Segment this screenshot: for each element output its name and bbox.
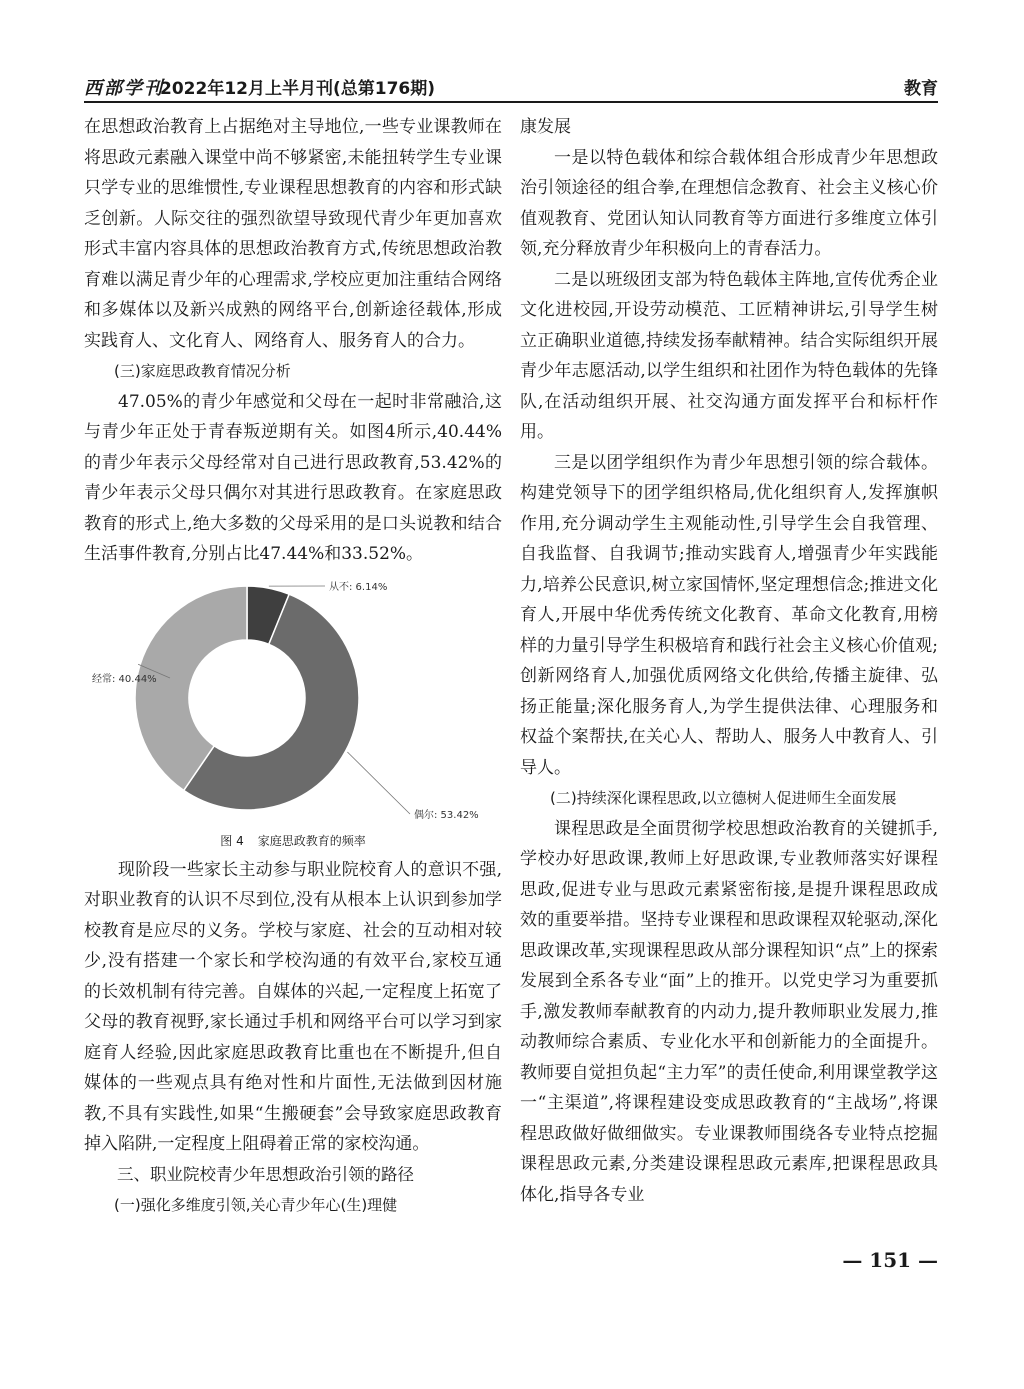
paragraph: 三是以团学组织作为青少年思想引领的综合载体。构建党领导下的团学组织格局,优化组织育人,发挥旗帜作用,充分调动学生主观能动性,引导学生会自我管理、自我监督、自我调节;推动实践育人,增强青少年实践能力,培养公民意识,树立家国情怀,坚定理想信念;推进文化育人,开展中华优秀传统文化教育、革命文化教育,用榜样的力量引导学生积极培育和践行社会主义核心价值观;创新网络育人,加强优质网络文化供给,传播主旋律、弘扬正能量;深化服务育人,为学生提供法律、心理服务和权益个案帮扶,在关心人、帮助人、服务人中教育人、引导人。 (520, 452, 938, 778)
paragraph: 47.05%的青少年感觉和父母在一起时非常融洽,这与青少年正处于青春叛逆期有关。如图4所示,40.44%的青少年表示父母经常对自己进行思政教育,53.42%的青少年表示父母只偶尔对其进行思政教育。在家庭思政教育的形式上,绝大多数的父母采用的是口头说教和结合生活事件教育,分别占比47.44%和33.52%。 (84, 391, 502, 564)
data-label-0: 从不: 6.14% (329, 581, 388, 593)
subsection-heading: (一)强化多维度引领,关心青少年心(生)理健 (114, 1196, 398, 1214)
figure-caption (84, 832, 502, 849)
figure-caption-text: 家庭思政教育的频率 (257, 833, 366, 848)
leader-line-1 (347, 751, 410, 813)
header-rule (84, 101, 938, 103)
running-header (84, 72, 938, 102)
section-label: 教育 (904, 79, 938, 99)
paragraph: 二是以班级团支部为特色载体主阵地,宣传优秀企业文化进校园,开设劳动模范、工匠精神讲坛,引导学生树立正确职业道德,持续发扬奉献精神。结合实际组织开展青少年志愿活动,以学生组织和社团作为特色载体的先锋队,在活动组织开展、社交沟通方面发挥平台和标杆作用。 (520, 269, 938, 442)
page-number: — 151 — (842, 1248, 938, 1272)
data-label-2: 经常: 40.44% (92, 673, 157, 685)
donut-chart (84, 570, 502, 828)
left-column (84, 112, 502, 1221)
paragraph: 现阶段一些家长主动参与职业院校育人的意识不强,对职业教育的认识不尽到位,没有从根本上认识到参加学校教育是应尽的义务。学校与家庭、社会的互动相对较少,没有搭建一个家长和学校沟通的有效平台,家校互通的长效机制有待完善。自媒体的兴起,一定程度上拓宽了父母的教育视野,家长通过手机和网络平台可以学习到家庭育人经验,因此家庭思政教育比重也在不断提升,但自媒体的一些观点具有绝对性和片面性,无法做到因材施教,不具有实践性,如果“生搬硬套”会导致家庭思政教育掉入陷阱,一定程度上阻碍着正常的家校沟通。 (84, 859, 502, 1154)
figure-4 (84, 570, 502, 828)
figure-number: 图 4 (220, 833, 244, 848)
section-heading: 三、职业院校青少年思想政治引领的路径 (117, 1164, 414, 1184)
issue-label: 2022年12月上半月刊(总第176期) (160, 79, 435, 99)
journal-logo: 西部学刊 (84, 78, 164, 99)
subsection-heading: (二)持续深化课程思政,以立德树人促进师生全面发展 (550, 789, 897, 807)
subsection-heading: (三)家庭思政教育情况分析 (114, 362, 291, 380)
paragraph: 一是以特色载体和综合载体组合形成青少年思想政治引领途径的组合拳,在理想信念教育、社会主义核心价值观教育、党团认知认同教育等方面进行多维度立体引领,充分释放青少年积极向上的青春活力。 (520, 147, 938, 259)
right-column (520, 112, 938, 1210)
paragraph: 康发展 (520, 117, 571, 137)
data-label-1: 偶尔: 53.42% (414, 809, 479, 821)
paragraph: 课程思政是全面贯彻学校思想政治教育的关键抓手,学校办好思政课,教师上好思政课,专业教师落实好课程思政,促进专业与思政元素紧密衔接,是提升课程思政成效的重要举措。坚持专业课程和思政课程双轮驱动,深化思政课改革,实现课程思政从部分课程知识“点”上的探索发展到全系各专业“面”上的推开。以党史学习为重要抓手,激发教师奉献教育的内动力,提升教师职业发展力,推动教师综合素质、专业化水平和创新能力的全面提升。教师要自觉担负起“主力军”的责任使命,利用课堂教学这一“主渠道”,将课程建设变成思政教育的“主战场”,将课程思政做好做细做实。专业课教师围绕各专业特点挖掘课程思政元素,分类建设课程思政元素库,把课程思政具体化,指导各专业 (520, 818, 938, 1205)
paragraph: 在思想政治教育上占据绝对主导地位,一些专业课教师在将思政元素融入课堂中尚不够紧密,未能扭转学生专业课只学专业的思维惯性,专业课程思想教育的内容和形式缺乏创新。人际交往的强烈欲望导致现代青少年更加喜欢形式丰富内容具体的思想政治教育方式,传统思想政治教育难以满足青少年的心理需求,学校应更加注重结合网络和多媒体以及新兴成熟的网络平台,创新途径载体,形成实践育人、文化育人、网络育人、服务育人的合力。 (84, 117, 502, 351)
